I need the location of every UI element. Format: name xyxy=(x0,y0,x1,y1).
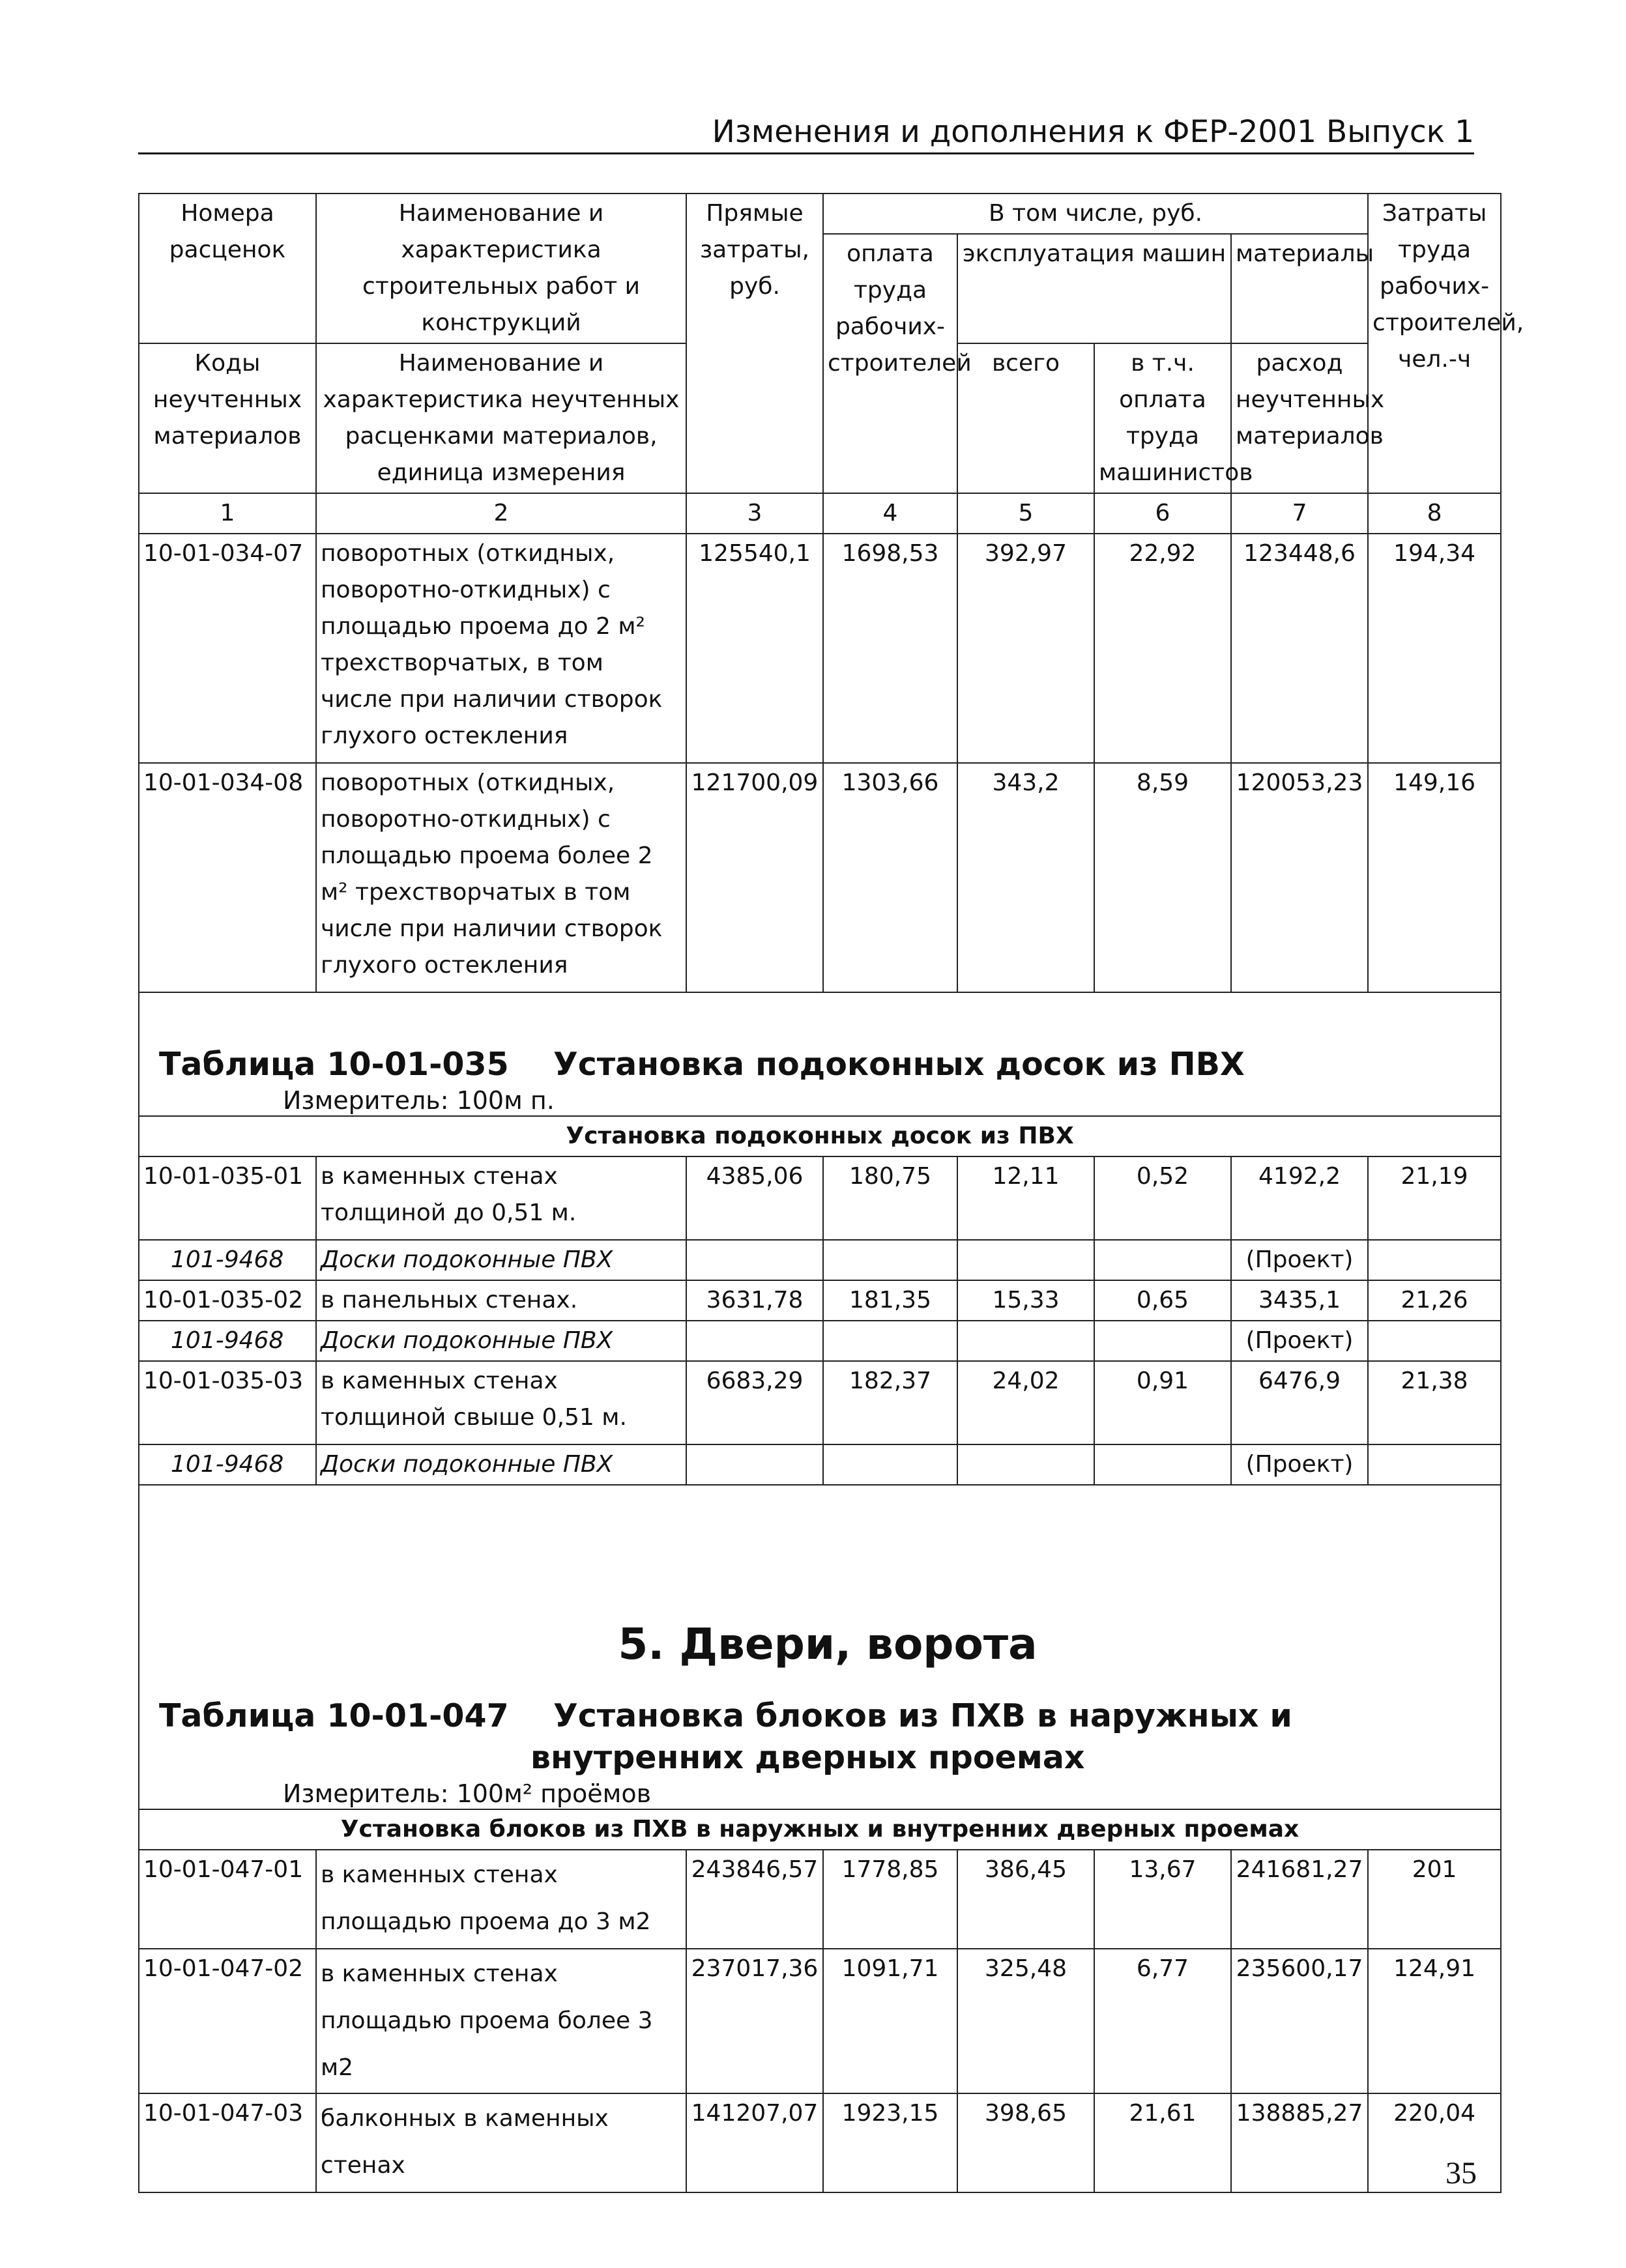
labor-cost: 201 xyxy=(1368,1850,1501,1949)
col-number: 7 xyxy=(1231,493,1368,534)
labor-cost: 149,16 xyxy=(1368,763,1501,992)
direct-cost: 237017,36 xyxy=(686,1949,823,2093)
materials-cost: 138885,27 xyxy=(1231,2093,1368,2192)
table-row xyxy=(139,1949,1501,2093)
rate-code: 10-01-047-02 xyxy=(139,1949,316,2093)
rate-name: поворотных (откидных, поворотно-откидных) с площадью проема более 2 м² трехстворчатых в том числе при наличии створок глухого остекления xyxy=(316,763,686,992)
machines-wages-cost: 21,61 xyxy=(1094,2093,1231,2192)
rate-code: 10-01-047-03 xyxy=(139,2093,316,2192)
direct-cost: 4385,06 xyxy=(686,1156,823,1240)
machines-cost: 398,65 xyxy=(957,2093,1094,2192)
materials-cost: 120053,23 xyxy=(1231,763,1368,992)
table-meter: Измеритель: 100м п. xyxy=(283,1086,555,1115)
table-row xyxy=(139,763,1501,992)
rate-code: 10-01-035-03 xyxy=(139,1361,316,1444)
wages-cost: 180,75 xyxy=(823,1156,957,1240)
material-status: (Проект) xyxy=(1231,1240,1368,1280)
table-row xyxy=(139,534,1501,763)
machines-wages-cost: 0,91 xyxy=(1094,1361,1231,1444)
material-status: (Проект) xyxy=(1231,1321,1368,1361)
materials-cost: 235600,17 xyxy=(1231,1949,1368,2093)
table-row xyxy=(139,1280,1501,1321)
labor-cost: 124,91 xyxy=(1368,1949,1501,2093)
machines-cost: 343,2 xyxy=(957,763,1094,992)
col-machines-total-header: всего xyxy=(957,343,1094,493)
material-row xyxy=(139,1444,1501,1485)
col-number: 4 xyxy=(823,493,957,534)
col-machines-header: эксплуатация машин xyxy=(957,234,1231,343)
col-materials-header: материалы xyxy=(1231,234,1368,343)
rate-name: в каменных стенах площадью проема более 3 м2 xyxy=(316,1949,686,2093)
rate-name: в панельных стенах. xyxy=(316,1280,686,1321)
rate-name: в каменных стенах толщиной до 0,51 м. xyxy=(316,1156,686,1240)
direct-cost: 6683,29 xyxy=(686,1361,823,1444)
table-subheader: Установка подоконных досок из ПВХ xyxy=(139,1116,1501,1156)
direct-cost: 121700,09 xyxy=(686,763,823,992)
wages-cost: 181,35 xyxy=(823,1280,957,1321)
direct-cost: 3631,78 xyxy=(686,1280,823,1321)
col-name-sub-header: Наименование и характеристика неучтенных расценками материалов, единица измерения xyxy=(316,343,686,493)
section-title: 5. Двери, ворота xyxy=(618,1619,1038,1669)
col-materials-unaccounted-header: расход неучтенных материалов xyxy=(1231,343,1368,493)
rates-table xyxy=(138,193,1524,2193)
material-name: Доски подоконные ПВХ xyxy=(316,1321,686,1361)
material-row xyxy=(139,1240,1501,1280)
rate-name: в каменных стенах площадью проема до 3 м2 xyxy=(316,1850,686,1949)
labor-cost: 194,34 xyxy=(1368,534,1501,763)
col-including-header: В том числе, руб. xyxy=(823,194,1368,234)
labor-cost: 21,38 xyxy=(1368,1361,1501,1444)
table-title: Таблица 10-01-035 Установка подоконных досок из ПВХ xyxy=(159,1046,1245,1083)
machines-cost: 386,45 xyxy=(957,1850,1094,1949)
col-machines-wages-header: в т.ч. оплата труда машинистов xyxy=(1094,343,1231,493)
rate-code: 10-01-034-07 xyxy=(139,534,316,763)
table-meter: Измеритель: 100м² проёмов xyxy=(283,1779,651,1808)
col-code-header: Номера расценок xyxy=(139,194,316,343)
col-number: 8 xyxy=(1368,493,1501,534)
wages-cost: 1091,71 xyxy=(823,1949,957,2093)
materials-cost: 4192,2 xyxy=(1231,1156,1368,1240)
table-035-title-cell xyxy=(139,992,1501,1116)
material-status: (Проект) xyxy=(1231,1444,1368,1485)
rate-name: балконных в каменных стенах xyxy=(316,2093,686,2192)
machines-wages-cost: 22,92 xyxy=(1094,534,1231,763)
material-code: 101-9468 xyxy=(139,1444,316,1485)
machines-cost: 24,02 xyxy=(957,1361,1094,1444)
machines-cost: 392,97 xyxy=(957,534,1094,763)
wages-cost: 182,37 xyxy=(823,1361,957,1444)
col-labor-header: Затраты труда рабочих-строителей, чел.-ч xyxy=(1368,194,1501,493)
header-text: Изменения и дополнения к ФЕР-2001 Выпуск 1 xyxy=(712,114,1474,150)
machines-cost: 12,11 xyxy=(957,1156,1094,1240)
machines-cost: 325,48 xyxy=(957,1949,1094,2093)
material-name: Доски подоконные ПВХ xyxy=(316,1240,686,1280)
direct-cost: 125540,1 xyxy=(686,534,823,763)
table-subheader: Установка блоков из ПХВ в наружных и внутренних дверных проемах xyxy=(139,1809,1501,1850)
labor-cost: 220,04 xyxy=(1368,2093,1501,2192)
running-header xyxy=(138,112,1474,154)
materials-cost: 123448,6 xyxy=(1231,534,1368,763)
col-code-sub-header: Коды неучтенных материалов xyxy=(139,343,316,493)
rate-name: в каменных стенах толщиной свыше 0,51 м. xyxy=(316,1361,686,1444)
materials-cost: 6476,9 xyxy=(1231,1361,1368,1444)
table-row xyxy=(139,1850,1501,1949)
table-row xyxy=(139,1361,1501,1444)
material-row xyxy=(139,1321,1501,1361)
materials-cost: 241681,27 xyxy=(1231,1850,1368,1949)
machines-wages-cost: 6,77 xyxy=(1094,1949,1231,2093)
machines-wages-cost: 0,65 xyxy=(1094,1280,1231,1321)
rate-code: 10-01-034-08 xyxy=(139,763,316,992)
col-number: 5 xyxy=(957,493,1094,534)
labor-cost: 21,19 xyxy=(1368,1156,1501,1240)
section-047-cell xyxy=(139,1485,1501,1809)
labor-cost: 21,26 xyxy=(1368,1280,1501,1321)
col-name-header: Наименование и характеристика строительных работ и конструкций xyxy=(316,194,686,343)
machines-wages-cost: 13,67 xyxy=(1094,1850,1231,1949)
table-title: Таблица 10-01-047 Установка блоков из ПХВ в наружных и xyxy=(159,1697,1292,1734)
col-number: 1 xyxy=(139,493,316,534)
material-code: 101-9468 xyxy=(139,1321,316,1361)
direct-cost: 141207,07 xyxy=(686,2093,823,2192)
rate-code: 10-01-035-01 xyxy=(139,1156,316,1240)
material-name: Доски подоконные ПВХ xyxy=(316,1444,686,1485)
col-number: 2 xyxy=(316,493,686,534)
col-number: 3 xyxy=(686,493,823,534)
wages-cost: 1923,15 xyxy=(823,2093,957,2192)
rate-name: поворотных (откидных, поворотно-откидных) с площадью проема до 2 м² трехстворчатых, в том числе при наличии створок глухого остекления xyxy=(316,534,686,763)
materials-cost: 3435,1 xyxy=(1231,1280,1368,1321)
rate-code: 10-01-047-01 xyxy=(139,1850,316,1949)
col-direct-header: Прямые затраты, руб. xyxy=(686,194,823,493)
page-number: 35 xyxy=(1445,2156,1477,2190)
direct-cost: 243846,57 xyxy=(686,1850,823,1949)
wages-cost: 1303,66 xyxy=(823,763,957,992)
col-wages-header: оплата труда рабочих-строителей xyxy=(823,234,957,493)
machines-wages-cost: 8,59 xyxy=(1094,763,1231,992)
table-row xyxy=(139,2093,1501,2192)
table-row xyxy=(139,1156,1501,1240)
material-code: 101-9468 xyxy=(139,1240,316,1280)
wages-cost: 1778,85 xyxy=(823,1850,957,1949)
rate-code: 10-01-035-02 xyxy=(139,1280,316,1321)
table-title-line2: внутренних дверных проемах xyxy=(530,1739,1085,1776)
machines-wages-cost: 0,52 xyxy=(1094,1156,1231,1240)
col-number: 6 xyxy=(1094,493,1231,534)
machines-cost: 15,33 xyxy=(957,1280,1094,1321)
wages-cost: 1698,53 xyxy=(823,534,957,763)
